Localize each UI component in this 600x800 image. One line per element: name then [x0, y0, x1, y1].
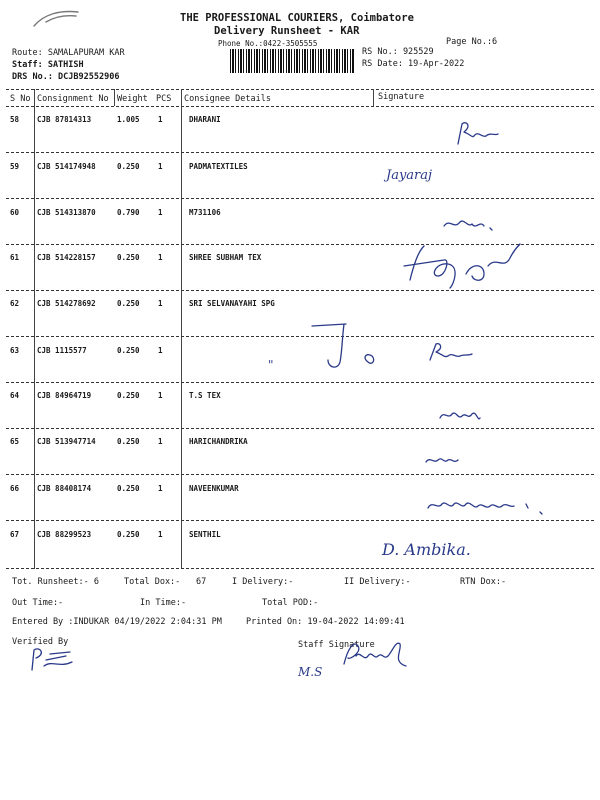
col-divider	[34, 89, 35, 569]
route: Route: SAMALAPURAM KAR	[12, 48, 125, 58]
col-divider	[373, 89, 374, 106]
entered-by: Entered By :INDUKAR 04/19/2022 2:04:31 PM	[12, 617, 222, 627]
row-consignment: CJB 84964719	[37, 391, 92, 400]
total-dox-label: Total Dox:-	[124, 577, 181, 587]
row-consignment: CJB 514313870	[37, 208, 96, 217]
company-logo	[32, 8, 82, 30]
total-pod: Total POD:-	[262, 598, 319, 608]
drs-number: DRS No.: DCJB92552906	[12, 72, 120, 82]
row-consignment: CJB 514228157	[37, 253, 96, 262]
in-time: In Time:-	[140, 598, 187, 608]
row-rule	[6, 520, 594, 521]
row-pcs: 1	[158, 391, 163, 400]
signature-63	[426, 340, 476, 366]
col-consignment: Consignment No	[37, 94, 109, 104]
row-sno: 63	[10, 346, 20, 355]
document-title: Delivery Runsheet - KAR	[214, 25, 360, 37]
row-pcs: 1	[158, 484, 163, 493]
row-pcs: 1	[158, 115, 163, 124]
row-rule	[6, 568, 594, 569]
table-header-rule	[6, 106, 594, 107]
row-weight: 0.250	[117, 484, 140, 493]
row-consignee: M731106	[189, 208, 221, 217]
row-weight: 0.250	[117, 437, 140, 446]
row-weight: 0.250	[117, 253, 140, 262]
ii-delivery: II Delivery:-	[344, 577, 411, 587]
signature-63-mark	[310, 322, 385, 372]
row-rule	[6, 198, 594, 199]
signature-59: Jayaraj	[386, 168, 433, 183]
col-signature: Signature	[378, 92, 425, 102]
row-consignment: CJB 514174948	[37, 162, 96, 171]
verifier-signature	[26, 646, 78, 674]
printed-on: Printed On: 19-04-2022 14:09:41	[246, 617, 405, 627]
row-pcs: 1	[158, 530, 163, 539]
row-sno: 66	[10, 484, 20, 493]
signature-65	[424, 450, 464, 470]
table-top-rule	[6, 89, 594, 90]
col-consignee: Consignee Details	[184, 94, 271, 104]
row-weight: 0.790	[117, 208, 140, 217]
signature-58	[452, 118, 502, 150]
row-sno: 67	[10, 530, 20, 539]
staff-initials: M.S	[298, 665, 323, 679]
i-delivery: I Delivery:-	[232, 577, 294, 587]
rs-number: RS No.: 925529	[362, 47, 434, 57]
rs-date: RS Date: 19-Apr-2022	[362, 59, 465, 69]
barcode	[230, 49, 355, 73]
row-sno: 65	[10, 437, 20, 446]
row-consignee: SRI SELVANAYAHI SPG	[189, 299, 275, 308]
row-consignment: CJB 88299523	[37, 530, 92, 539]
row-pcs: 1	[158, 346, 163, 355]
out-time: Out Time:-	[12, 598, 64, 608]
phone-number: Phone No.:0422-3505555	[218, 39, 318, 48]
row-weight: 1.005	[117, 115, 140, 124]
signature-61	[400, 236, 525, 296]
row-weight: 0.250	[117, 299, 140, 308]
page-number: Page No.:6	[446, 37, 498, 47]
row-consignee: DHARANI	[189, 115, 221, 124]
row-sno: 60	[10, 208, 20, 217]
col-divider	[114, 89, 115, 106]
row-pcs: 1	[158, 162, 163, 171]
row-weight: 0.250	[117, 346, 140, 355]
row-sno: 58	[10, 115, 20, 124]
signature-60	[440, 208, 500, 238]
row-rule	[6, 474, 594, 475]
row-consignee: SHREE SUBHAM TEX	[189, 253, 262, 262]
verified-by: Verified By	[12, 637, 69, 647]
staff-signature-label: Staff Signature	[298, 640, 375, 650]
signature-67: D. Ambika.	[382, 540, 471, 559]
row-consignee: HARICHANDRIKA	[189, 437, 248, 446]
row-sno: 61	[10, 253, 20, 262]
row-consignee: T.S TEX	[189, 391, 221, 400]
row-pcs: 1	[158, 437, 163, 446]
company-name: THE PROFESSIONAL COURIERS, Coimbatore	[180, 12, 414, 24]
row-consignee: NAVEENKUMAR	[189, 484, 239, 493]
row-rule	[6, 336, 594, 337]
signature-63-quote: "	[268, 358, 274, 372]
row-pcs: 1	[158, 299, 163, 308]
signature-64	[436, 400, 486, 426]
row-sno: 59	[10, 162, 20, 171]
row-sno: 64	[10, 391, 20, 400]
row-consignee: PADMATEXTILES	[189, 162, 248, 171]
signature-66	[424, 490, 549, 520]
row-rule	[6, 382, 594, 383]
row-rule	[6, 428, 594, 429]
col-weight: Weight	[117, 94, 148, 104]
row-pcs: 1	[158, 208, 163, 217]
row-consignment: CJB 513947714	[37, 437, 96, 446]
staff-signature	[340, 636, 410, 676]
total-runsheet: Tot. Runsheet:- 6	[12, 577, 99, 587]
row-consignment: CJB 1115577	[37, 346, 87, 355]
row-consignment: CJB 88408174	[37, 484, 92, 493]
total-dox-value: 67	[196, 577, 207, 587]
row-sno: 62	[10, 299, 20, 308]
row-weight: 0.250	[117, 530, 140, 539]
col-pcs: PCS	[156, 94, 172, 104]
row-weight: 0.250	[117, 162, 140, 171]
rtn-dox: RTN Dox:-	[460, 577, 507, 587]
row-pcs: 1	[158, 253, 163, 262]
row-consignment: CJB 87814313	[37, 115, 92, 124]
col-divider	[181, 89, 182, 569]
staff: Staff: SATHISH	[12, 60, 84, 70]
row-consignment: CJB 514278692	[37, 299, 96, 308]
row-rule	[6, 152, 594, 153]
col-sno: S No	[10, 94, 31, 104]
row-consignee: SENTHIL	[189, 530, 221, 539]
row-weight: 0.250	[117, 391, 140, 400]
